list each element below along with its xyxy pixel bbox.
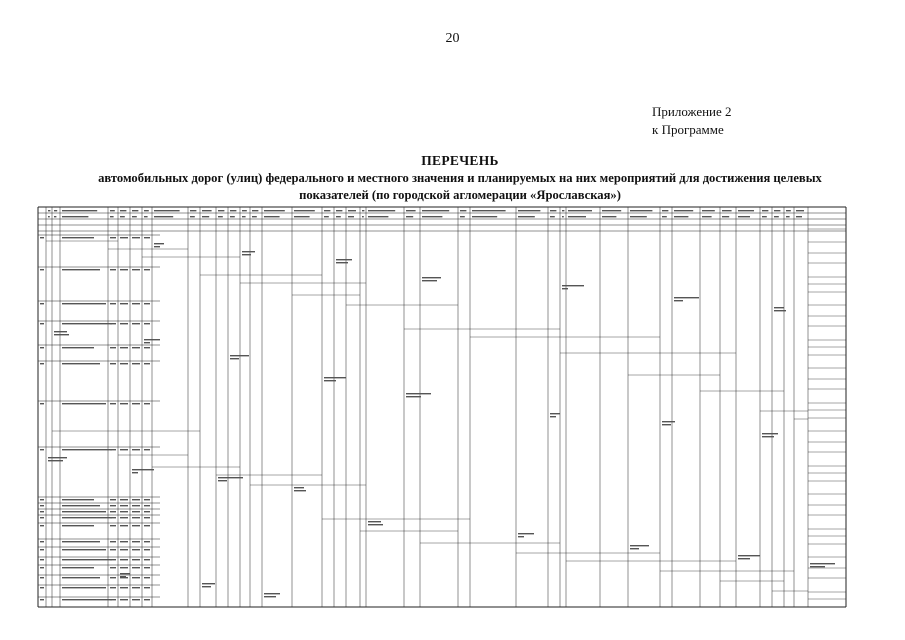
road-name-mark (62, 347, 94, 348)
value-mark (120, 449, 128, 450)
header-text-mark (568, 216, 586, 217)
value-mark (132, 323, 140, 324)
header-text-mark (120, 210, 126, 211)
value-mark (132, 505, 140, 506)
title-sub-line-2: показателей (по городской агломерации «Ярославская») (299, 188, 621, 202)
header-text-mark (422, 210, 449, 211)
cell-text-mark (324, 380, 336, 381)
cell-text-mark (762, 433, 778, 434)
header-text-mark (54, 216, 56, 217)
value-mark (144, 577, 150, 578)
value-mark (110, 511, 116, 512)
value-mark (144, 323, 150, 324)
header-text-mark (242, 210, 247, 211)
value-mark (132, 269, 140, 270)
value-mark (110, 549, 116, 550)
value-mark (120, 567, 128, 568)
cell-text-mark (630, 545, 649, 546)
header-text-mark (230, 216, 235, 217)
header-text-mark (472, 210, 506, 211)
value-mark (110, 505, 116, 506)
value-mark (110, 541, 116, 542)
header-text-mark (154, 210, 180, 211)
value-mark (132, 449, 140, 450)
cell-text-mark (48, 457, 67, 458)
appendix-line-1: Приложение 2 (652, 104, 732, 119)
value-mark (132, 577, 140, 578)
row-number-mark (40, 269, 44, 270)
header-text-mark (722, 216, 729, 217)
row-number-mark (40, 599, 44, 600)
value-mark (120, 517, 128, 518)
cell-text-mark (132, 469, 154, 470)
header-text-mark (786, 216, 790, 217)
header-text-mark (120, 216, 125, 217)
value-mark (110, 237, 116, 238)
value-mark (110, 323, 116, 324)
cell-text-mark (132, 472, 138, 473)
row-number-mark (40, 567, 44, 568)
header-text-mark (518, 210, 540, 211)
cell-text-mark (774, 307, 784, 308)
value-mark (144, 587, 150, 588)
row-number-mark (40, 549, 44, 550)
cell-text-mark (120, 576, 126, 577)
header-text-mark (62, 210, 97, 211)
cell-text-mark (48, 460, 63, 461)
road-name-mark (62, 403, 106, 404)
row-number-mark (40, 403, 44, 404)
cell-text-mark (406, 393, 431, 394)
road-name-mark (62, 237, 94, 238)
cell-text-mark (562, 288, 568, 289)
header-text-mark (218, 216, 223, 217)
value-mark (132, 237, 140, 238)
header-text-mark (662, 216, 667, 217)
header-text-mark (324, 216, 329, 217)
cell-text-mark (774, 310, 786, 311)
cell-text-mark (368, 521, 381, 522)
title-main: ПЕРЕЧЕНЬ (421, 153, 499, 168)
row-number-mark (40, 505, 44, 506)
value-mark (132, 347, 140, 348)
header-text-mark (702, 216, 712, 217)
cell-text-mark (242, 254, 251, 255)
cell-text-mark (144, 339, 160, 340)
row-number-mark (40, 303, 44, 304)
road-name-mark (62, 269, 100, 270)
header-text-mark (796, 216, 802, 217)
header-text-mark (550, 216, 555, 217)
header-text-mark (362, 216, 364, 217)
cell-text-mark (218, 480, 227, 481)
header-text-mark (202, 210, 212, 211)
value-mark (144, 559, 150, 560)
road-name-mark (62, 541, 100, 542)
value-mark (132, 559, 140, 560)
roads-table (0, 205, 905, 615)
header-text-mark (368, 216, 388, 217)
value-mark (120, 303, 128, 304)
cell-text-mark (738, 558, 750, 559)
header-text-mark (722, 210, 732, 211)
value-mark (132, 567, 140, 568)
value-mark (132, 541, 140, 542)
cell-text-mark (630, 548, 639, 549)
cell-text-mark (674, 300, 683, 301)
cell-text-mark (422, 277, 441, 278)
row-number-mark (40, 587, 44, 588)
header-text-mark (294, 210, 315, 211)
header-text-mark (738, 210, 754, 211)
header-text-mark (62, 216, 88, 217)
value-mark (144, 549, 150, 550)
header-text-mark (796, 210, 804, 211)
header-text-mark (460, 216, 465, 217)
value-mark (120, 363, 128, 364)
row-number-mark (40, 323, 44, 324)
value-mark (132, 549, 140, 550)
value-mark (132, 525, 140, 526)
road-name-mark (62, 567, 94, 568)
road-name-mark (62, 303, 106, 304)
cell-text-mark (662, 424, 671, 425)
value-mark (110, 499, 116, 500)
value-mark (144, 599, 150, 600)
value-mark (144, 525, 150, 526)
cell-text-mark (406, 396, 421, 397)
row-number-mark (40, 363, 44, 364)
header-text-mark (336, 216, 341, 217)
road-name-mark (62, 511, 106, 512)
header-text-mark (362, 210, 364, 211)
row-number-mark (40, 541, 44, 542)
value-mark (120, 587, 128, 588)
value-mark (144, 269, 150, 270)
row-number-mark (40, 559, 44, 560)
value-mark (120, 237, 128, 238)
header-text-mark (202, 216, 209, 217)
row-number-mark (40, 577, 44, 578)
header-text-mark (674, 210, 693, 211)
value-mark (110, 403, 116, 404)
page-number: 20 (445, 31, 460, 46)
value-mark (132, 511, 140, 512)
value-mark (132, 363, 140, 364)
header-text-mark (568, 210, 592, 211)
value-mark (132, 599, 140, 600)
header-text-mark (252, 216, 257, 217)
cell-text-mark (810, 563, 835, 564)
header-text-mark (460, 210, 466, 211)
value-mark (132, 587, 140, 588)
header-text-mark (602, 216, 616, 217)
value-mark (110, 567, 116, 568)
header-text-mark (324, 210, 330, 211)
value-mark (120, 549, 128, 550)
row-number-mark (40, 517, 44, 518)
value-mark (120, 541, 128, 542)
road-name-mark (62, 323, 112, 324)
header-text-mark (48, 210, 50, 211)
road-name-mark (62, 549, 106, 550)
value-mark (144, 303, 150, 304)
header-text-mark (348, 216, 354, 217)
value-mark (132, 303, 140, 304)
value-mark (110, 559, 116, 560)
header-text-mark (406, 210, 416, 211)
row-number-mark (40, 449, 44, 450)
cell-text-mark (154, 246, 160, 247)
header-text-mark (630, 216, 647, 217)
cell-text-mark (336, 262, 348, 263)
value-mark (144, 237, 150, 238)
header-text-mark (144, 216, 148, 217)
cell-text-mark (144, 342, 150, 343)
header-text-mark (190, 210, 196, 211)
header-text-mark (110, 210, 115, 211)
header-text-mark (518, 216, 535, 217)
header-text-mark (54, 210, 57, 211)
header-text-mark (702, 210, 715, 211)
value-mark (132, 403, 140, 404)
value-mark (110, 517, 116, 518)
value-mark (144, 449, 150, 450)
cell-text-mark (738, 555, 760, 556)
header-text-mark (762, 216, 767, 217)
value-mark (110, 363, 116, 364)
cell-text-mark (810, 566, 825, 567)
value-mark (144, 567, 150, 568)
header-text-mark (774, 216, 779, 217)
cell-text-mark (120, 573, 130, 574)
value-mark (110, 577, 116, 578)
road-name-mark (62, 559, 112, 560)
road-name-mark (62, 577, 100, 578)
cell-text-mark (674, 297, 699, 298)
value-mark (144, 505, 150, 506)
header-text-mark (786, 210, 791, 211)
cell-text-mark (154, 243, 164, 244)
value-mark (120, 499, 128, 500)
header-text-mark (368, 210, 395, 211)
header-text-mark (774, 210, 780, 211)
header-text-mark (154, 216, 173, 217)
value-mark (144, 541, 150, 542)
header-text-mark (562, 210, 564, 211)
value-mark (120, 599, 128, 600)
cell-text-mark (324, 377, 346, 378)
cell-text-mark (54, 331, 67, 332)
value-mark (110, 347, 116, 348)
road-name-mark (62, 363, 100, 364)
road-name-mark (62, 505, 100, 506)
value-mark (110, 269, 116, 270)
header-text-mark (348, 210, 356, 211)
header-text-mark (190, 216, 195, 217)
header-text-mark (550, 210, 556, 211)
header-text-mark (144, 210, 149, 211)
road-name-mark (62, 499, 94, 500)
row-number-mark (40, 499, 44, 500)
value-mark (132, 517, 140, 518)
road-name-mark (62, 599, 112, 600)
header-text-mark (218, 210, 224, 211)
value-mark (110, 587, 116, 588)
cell-text-mark (294, 487, 304, 488)
value-mark (132, 499, 140, 500)
header-text-mark (264, 216, 280, 217)
cell-text-mark (336, 259, 352, 260)
value-mark (144, 403, 150, 404)
value-mark (110, 303, 116, 304)
value-mark (120, 403, 128, 404)
header-text-mark (252, 210, 258, 211)
header-text-mark (630, 210, 652, 211)
value-mark (110, 599, 116, 600)
cell-text-mark (562, 285, 584, 286)
cell-text-mark (518, 533, 534, 534)
header-text-mark (738, 216, 750, 217)
road-name-mark (62, 525, 94, 526)
row-number-mark (40, 237, 44, 238)
value-mark (120, 505, 128, 506)
cell-text-mark (242, 251, 255, 252)
road-name-mark (62, 517, 112, 518)
cell-text-mark (550, 413, 560, 414)
header-text-mark (336, 210, 342, 211)
header-text-mark (562, 216, 564, 217)
value-mark (144, 517, 150, 518)
header-text-mark (110, 216, 114, 217)
value-mark (120, 323, 128, 324)
value-mark (120, 525, 128, 526)
road-name-mark (62, 587, 106, 588)
header-text-mark (762, 210, 768, 211)
value-mark (144, 511, 150, 512)
header-text-mark (242, 216, 246, 217)
value-mark (110, 449, 116, 450)
value-mark (144, 499, 150, 500)
header-text-mark (48, 216, 50, 217)
cell-text-mark (230, 358, 239, 359)
cell-text-mark (550, 416, 556, 417)
header-text-mark (662, 210, 668, 211)
value-mark (144, 363, 150, 364)
cell-text-mark (518, 536, 524, 537)
document-title (20, 153, 900, 204)
header-text-mark (472, 216, 497, 217)
row-number-mark (40, 525, 44, 526)
cell-text-mark (202, 586, 211, 587)
appendix-note (652, 103, 732, 139)
value-mark (120, 269, 128, 270)
row-number-mark (40, 511, 44, 512)
cell-text-mark (218, 477, 243, 478)
header-text-mark (132, 210, 138, 211)
cell-text-mark (264, 593, 280, 594)
cell-text-mark (54, 334, 69, 335)
value-mark (120, 347, 128, 348)
header-text-mark (674, 216, 688, 217)
title-sub-line-1: автомобильных дорог (улиц) федерального и местного значения и планируемых на них мероприятий для достижения целевых (98, 171, 822, 185)
header-text-mark (294, 216, 310, 217)
cell-text-mark (294, 490, 306, 491)
header-text-mark (264, 210, 285, 211)
cell-text-mark (662, 421, 675, 422)
value-mark (144, 347, 150, 348)
road-name-mark (62, 449, 112, 450)
header-text-mark (422, 216, 442, 217)
header-text-mark (132, 216, 137, 217)
value-mark (110, 525, 116, 526)
cell-text-mark (230, 355, 249, 356)
cell-text-mark (368, 524, 383, 525)
cell-text-mark (264, 596, 276, 597)
value-mark (120, 559, 128, 560)
row-number-mark (40, 347, 44, 348)
header-text-mark (602, 210, 621, 211)
value-mark (120, 511, 128, 512)
header-text-mark (230, 210, 236, 211)
cell-text-mark (202, 583, 215, 584)
header-text-mark (406, 216, 413, 217)
appendix-line-2: к Программе (652, 122, 724, 137)
cell-text-mark (422, 280, 437, 281)
cell-text-mark (762, 436, 774, 437)
